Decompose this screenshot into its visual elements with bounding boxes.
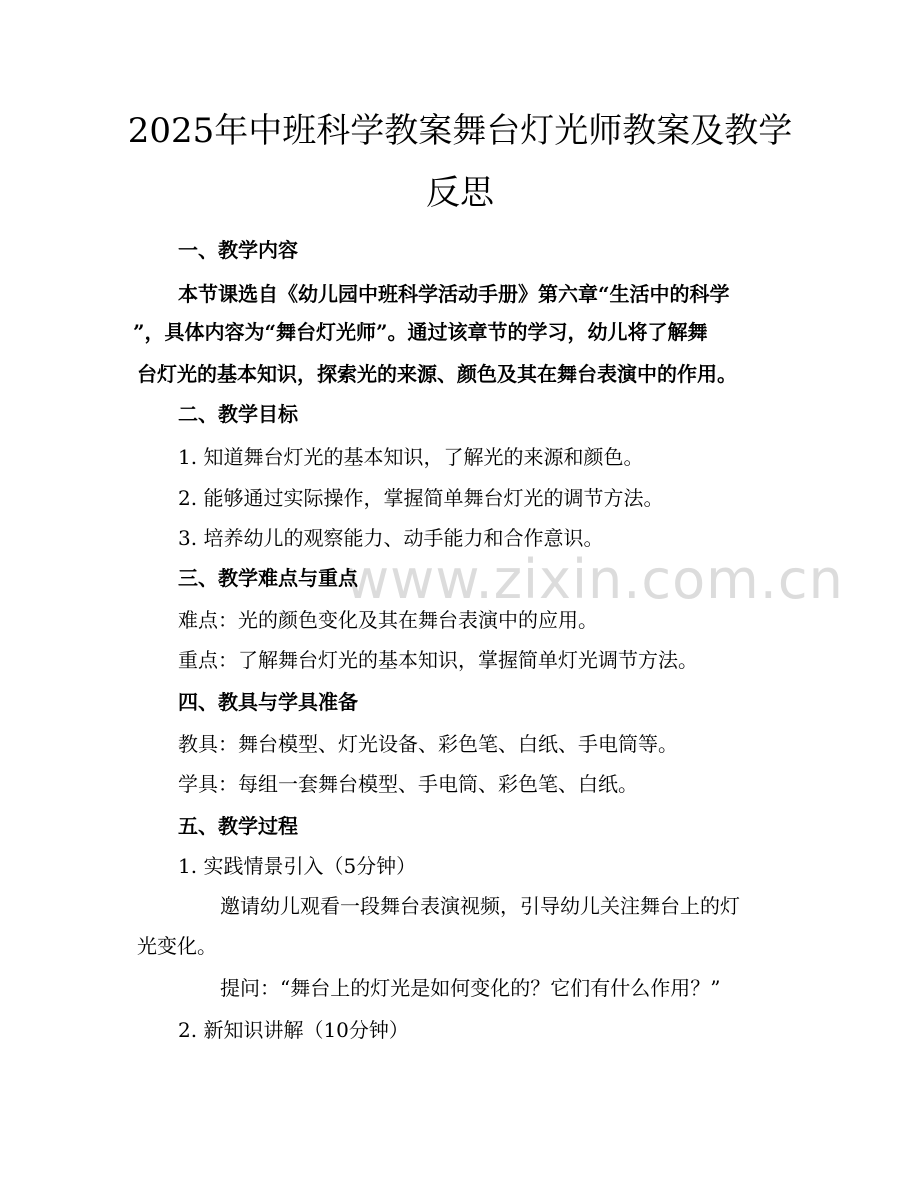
goal-item-2: 2. 能够通过实际操作，掌握简单舞台灯光的调节方法。: [178, 486, 664, 510]
content-paragraph-line-2: ”，具体内容为“舞台灯光师”。通过该章节的学习，幼儿将了解舞: [133, 320, 708, 344]
section-heading-content: 一、教学内容: [178, 238, 298, 262]
watermark: www.zixin.com.cn: [345, 548, 844, 611]
content-paragraph-line-3: 台灯光的基本知识，探索光的来源、颜色及其在舞台表演中的作用。: [137, 362, 737, 386]
step-1-question: 提问：“舞台上的灯光是如何变化的？它们有什么作用？”: [220, 976, 721, 1000]
step-1-text-line-1: 邀请幼儿观看一段舞台表演视频，引导幼儿关注舞台上的灯: [220, 894, 740, 918]
difficulty-item: 难点：光的颜色变化及其在舞台表演中的应用。: [178, 608, 598, 632]
step-1-text-line-2: 光变化。: [137, 934, 217, 958]
key-point-item: 重点：了解舞台灯光的基本知识，掌握简单灯光调节方法。: [178, 648, 698, 672]
section-heading-materials: 四、教具与学具准备: [178, 690, 358, 714]
section-heading-goals: 二、教学目标: [178, 402, 298, 426]
process-step-1: 1. 实践情景引入（5分钟）: [178, 854, 417, 878]
teacher-materials-item: 教具：舞台模型、灯光设备、彩色笔、白纸、手电筒等。: [178, 732, 678, 756]
document-title: [100, 100, 820, 224]
goal-item-1: 1. 知道舞台灯光的基本知识，了解光的来源和颜色。: [178, 445, 644, 469]
title-line-1: 2025年中班科学教案舞台灯光师教案及教学: [127, 111, 793, 151]
goal-item-3: 3. 培养幼儿的观察能力、动手能力和合作意识。: [178, 526, 604, 550]
section-heading-process: 五、教学过程: [178, 814, 298, 838]
title-line-2: 反思: [426, 173, 494, 213]
content-paragraph-line-1: 本节课选自《幼儿园中班科学活动手册》第六章“生活中的科学: [178, 282, 730, 306]
process-step-2: 2. 新知识讲解（10分钟）: [178, 1018, 409, 1042]
section-heading-difficulties: 三、教学难点与重点: [178, 566, 358, 590]
student-materials-item: 学具：每组一套舞台模型、手电筒、彩色笔、白纸。: [178, 772, 638, 796]
